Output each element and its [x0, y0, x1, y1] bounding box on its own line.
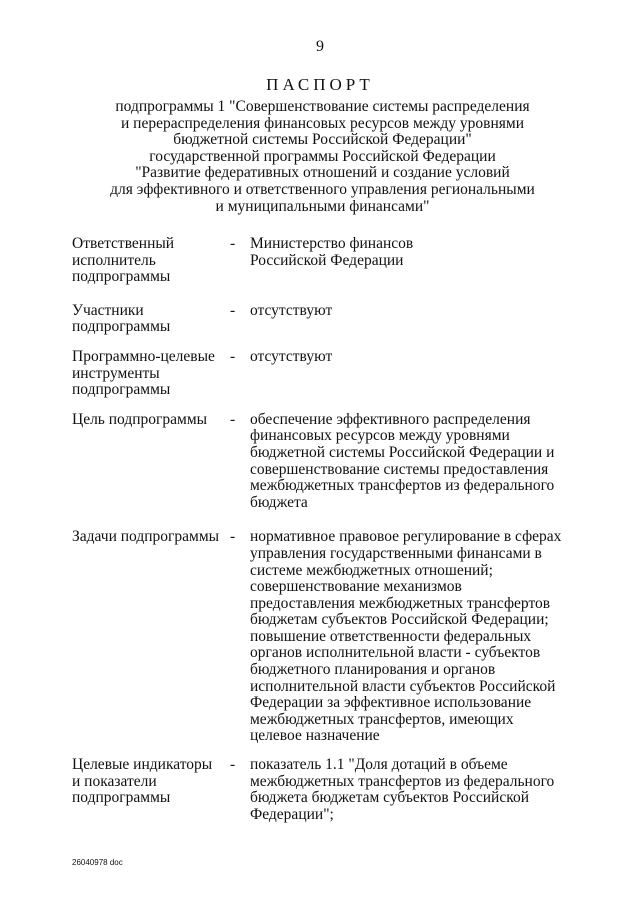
subtitle-line: бюджетной системы Российской Федерации" [173, 131, 472, 149]
document-title: ПАСПОРТ [266, 75, 374, 94]
row-value: показатель 1.1 "Доля дотаций в объеме межбюджетных трансфертов из федерального бюджета бюджетам субъектов Российской Федерации"; [250, 756, 555, 823]
subtitle-line: для эффективного и ответственного управления региональными [110, 180, 535, 198]
row-dash: - [230, 347, 236, 365]
passport-row-responsible [72, 236, 572, 286]
subtitle-line: "Развитие федеративных отношений и создание условий [135, 164, 510, 182]
subtitle-line: и перераспределения финансовых ресурсов между уровнями [121, 114, 524, 132]
row-dash: - [230, 410, 236, 428]
page-number: 9 [316, 38, 324, 55]
row-value: отсутствуют [250, 347, 333, 365]
row-label: Ответственный исполнитель подпрограммы [72, 235, 175, 286]
row-value: нормативное правовое регулирование в сферах управления государственными финансами в системе межбюджетных отношений; совершенствование механизмов предоставления межбюджетных трансфертов бюджетам субъектов Российской Федерации; повышение ответственности федеральных органов исполнительной власти - субъектов бюджетного планирования и органов исполнительной власти субъектов Российской Федерации за эффективное использование межбюджетных трансфертов, имеющих целевое назначение [250, 528, 562, 745]
row-value: Министерство финансов Российской Федерации [250, 235, 414, 269]
row-label: Цель подпрограммы [72, 410, 208, 428]
passport-table [72, 236, 572, 823]
document-subtitle [60, 99, 585, 215]
subtitle-line: государственной программы Российской Федерации [149, 147, 496, 165]
row-dash: - [230, 528, 236, 546]
passport-row-goal [72, 412, 572, 512]
row-label: Задачи подпрограммы [72, 528, 220, 546]
row-label: Программно-целевые инструменты подпрограммы [72, 347, 215, 399]
passport-row-participants [72, 303, 572, 336]
passport-row-tasks [72, 529, 572, 745]
row-value: обеспечение эффективного распределения финансовых ресурсов между уровнями бюджетной системы Российской Федерации и совершенствование системы предоставления межбюджетных трансфертов из федерального бюджета [250, 410, 555, 511]
row-value: отсутствуют [250, 301, 333, 319]
file-reference: 26040978 doc [72, 858, 123, 867]
passport-row-indicators [72, 757, 572, 823]
subtitle-line: и муниципальными финансами" [215, 197, 430, 215]
passport-row-instruments [72, 349, 572, 399]
row-label: Целевые индикаторы и показатели подпрограммы [72, 756, 213, 807]
row-dash: - [230, 235, 236, 252]
subtitle-line: подпрограммы 1 "Совершенствование системы распределения [115, 98, 530, 115]
row-label: Участники подпрограммы [72, 301, 171, 336]
row-dash: - [230, 756, 236, 774]
row-dash: - [230, 301, 236, 319]
